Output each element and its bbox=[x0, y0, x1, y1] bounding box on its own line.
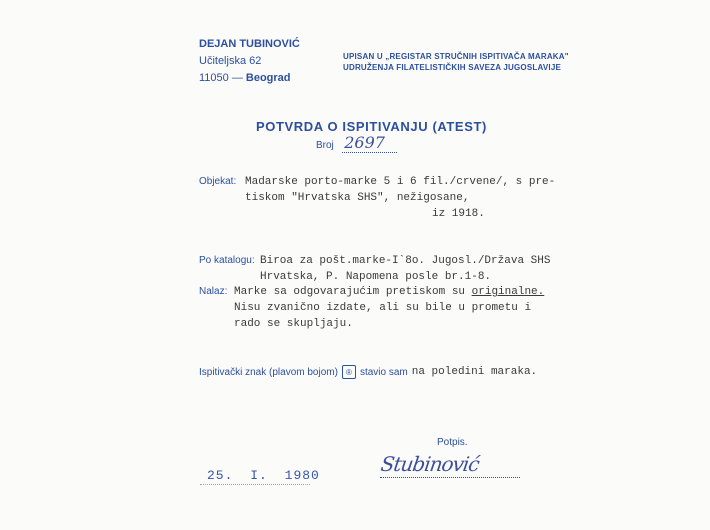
katalog-label: Po katalogu: bbox=[199, 255, 255, 266]
nalaz-line-1b: originalne. bbox=[471, 286, 545, 298]
registry-line-2: UDRUŽENJA FILATELISTIČKIH SAVEZA JUGOSLAVIJE bbox=[343, 63, 561, 72]
date-line bbox=[200, 484, 310, 485]
sender-street: Učiteljska 62 bbox=[199, 55, 262, 67]
znak-typed: na poledini maraka. bbox=[411, 366, 538, 378]
sender-postcode: 11050 — bbox=[199, 72, 243, 84]
date-stamp bbox=[207, 468, 320, 483]
number-label: Broj bbox=[316, 140, 334, 151]
date-month: I. bbox=[250, 468, 268, 483]
objekat-text bbox=[245, 174, 555, 222]
znak-label: Ispitivački znak (plavom bojom) bbox=[199, 366, 338, 378]
objekat-line-2: tiskom "Hrvatska SHS", nežigosane, bbox=[245, 192, 470, 204]
stamp-mark-icon: ® bbox=[342, 365, 356, 379]
katalog-line-2: Hrvatska, P. Napomena posle br.1-8. bbox=[260, 271, 492, 283]
document-title: POTVRDA O ISPITIVANJU (ATEST) bbox=[256, 119, 487, 134]
nalaz-line-1a: Marke sa odgovarajućim pretiskom su bbox=[234, 286, 472, 298]
registry-note bbox=[343, 51, 569, 73]
date-day: 25. bbox=[207, 468, 234, 483]
objekat-label: Objekat: bbox=[199, 176, 237, 187]
znak-line bbox=[199, 364, 537, 380]
katalog-text bbox=[260, 253, 550, 285]
nalaz-text bbox=[234, 284, 544, 332]
date-year: 1980 bbox=[284, 468, 320, 483]
signature-label: Potpis. bbox=[437, 437, 468, 448]
nalaz-line-3: rado se skupljaju. bbox=[234, 318, 353, 330]
katalog-line-1: Biroa za pošt.marke-I`8o. Jugosl./Država SHS bbox=[260, 255, 551, 267]
registry-line-1: UPISAN U „REGISTAR STRUČNIH ISPITIVAČA MARAKA" bbox=[343, 52, 569, 61]
sender-name: DEJAN TUBINOVIĆ bbox=[199, 38, 300, 50]
sender-city: Beograd bbox=[245, 72, 291, 84]
document-number bbox=[316, 133, 397, 153]
signature-handwriting: Stubinović bbox=[379, 452, 481, 476]
nalaz-line-2: Nisu zvanično izdate, ali su bile u prometu i bbox=[234, 302, 532, 314]
objekat-line-3: iz 1918. bbox=[432, 208, 485, 220]
signature-line bbox=[380, 477, 520, 478]
objekat-line-1: Madarske porto-marke 5 i 6 fil./crvene/, s pre- bbox=[245, 176, 556, 188]
sender-block bbox=[199, 36, 300, 87]
number-value: 2697 bbox=[342, 133, 397, 153]
znak-printed: stavio sam bbox=[359, 366, 408, 378]
nalaz-label: Nalaz: bbox=[199, 286, 228, 297]
